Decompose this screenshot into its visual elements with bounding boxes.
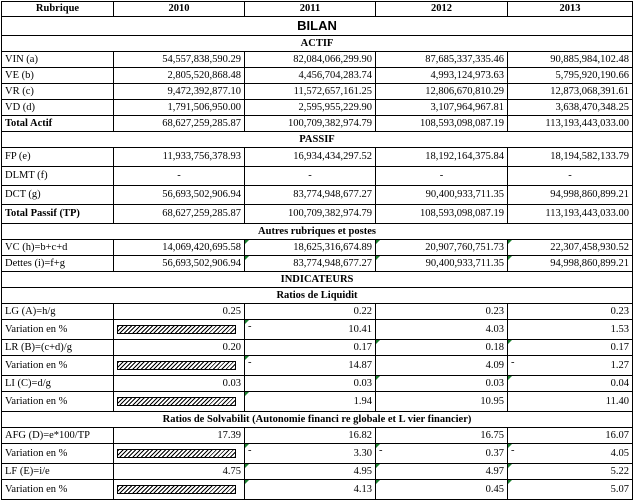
value-text: - (568, 170, 572, 181)
error-indicator-icon (376, 444, 380, 448)
value-text: 22,307,458,930.52 (550, 241, 629, 253)
row-label[interactable]: LI (C)=d/g (2, 376, 114, 392)
hatch-pattern (117, 397, 236, 406)
table-row (2, 256, 633, 272)
value-cell[interactable] (508, 116, 633, 132)
value-text: 94,998,860,899.21 (550, 257, 629, 269)
value-cell[interactable] (508, 256, 633, 272)
value-cell[interactable] (245, 100, 376, 116)
value-cell[interactable] (245, 392, 376, 412)
table-row (2, 148, 633, 167)
value-text: 5.07 (610, 483, 629, 495)
value-cell[interactable] (508, 320, 633, 340)
value-text: 5,795,920,190.66 (555, 69, 629, 81)
error-indicator-icon (376, 240, 380, 244)
value-text: 11.40 (605, 395, 629, 407)
value-text: 3,638,470,348.25 (555, 101, 629, 113)
value-text: 16.82 (348, 429, 372, 441)
value-cell[interactable] (114, 256, 245, 272)
value-cell[interactable] (508, 68, 633, 84)
value-text: 16,934,434,297.52 (293, 151, 372, 162)
row-label[interactable]: Total Passif (TP) (2, 205, 114, 224)
value-text: 14.87 (348, 359, 372, 371)
row-label[interactable]: VD (d) (2, 100, 114, 116)
table-row (2, 444, 633, 464)
error-indicator-icon (376, 340, 380, 344)
value-text: 68,627,259,285.87 (162, 117, 241, 129)
value-text: 4.97 (485, 465, 504, 477)
table-row (2, 272, 633, 288)
value-cell[interactable] (114, 167, 245, 186)
value-cell[interactable] (245, 376, 376, 392)
value-text: 16.07 (605, 429, 629, 441)
section-header-actif[interactable]: ACTIF (2, 36, 633, 52)
value-cell[interactable] (245, 428, 376, 444)
value-text: 2,805,520,868.48 (167, 69, 241, 81)
value-cell[interactable] (508, 464, 633, 480)
value-cell[interactable] (508, 167, 633, 186)
value-text: 0.03 (353, 377, 372, 389)
value-cell[interactable] (508, 428, 633, 444)
sheet-title[interactable]: BILAN (2, 17, 633, 36)
value-cell[interactable] (508, 480, 633, 500)
value-cell[interactable] (245, 186, 376, 205)
error-indicator-icon (508, 376, 512, 380)
negative-sign: - (511, 445, 515, 456)
table-row (2, 464, 633, 480)
error-indicator-icon (245, 464, 249, 468)
value-text: 0.22 (353, 305, 372, 317)
value-cell[interactable] (376, 444, 508, 464)
table-row (2, 320, 633, 340)
table-row (2, 288, 633, 304)
table-row (2, 36, 633, 52)
value-cell[interactable] (114, 68, 245, 84)
section-header-indicateurs[interactable]: INDICATEURS (2, 272, 633, 288)
table-row (2, 116, 633, 132)
value-cell[interactable] (245, 148, 376, 167)
value-text: 113,193,443,033.00 (545, 208, 629, 219)
value-cell[interactable] (245, 340, 376, 356)
value-cell[interactable] (376, 480, 508, 500)
value-text: 0.17 (610, 341, 629, 353)
value-cell[interactable] (114, 84, 245, 100)
value-cell[interactable] (114, 464, 245, 480)
value-text: 108,593,098,087.19 (420, 117, 504, 129)
error-indicator-icon (508, 480, 512, 484)
value-text: 90,400,933,711.35 (425, 257, 504, 269)
header-year[interactable]: 2010 (114, 2, 245, 17)
row-label[interactable]: Variation en % (2, 392, 114, 412)
value-cell[interactable] (114, 116, 245, 132)
value-cell[interactable] (114, 340, 245, 356)
value-cell[interactable] (114, 428, 245, 444)
value-text: 4.95 (353, 465, 372, 477)
value-cell[interactable] (376, 52, 508, 68)
error-indicator-icon (245, 320, 249, 324)
value-text: 11,933,756,378.93 (162, 151, 241, 162)
value-text: 0.23 (485, 305, 504, 317)
value-cell[interactable] (245, 68, 376, 84)
value-text: 12,806,670,810.29 (425, 85, 504, 97)
negative-sign: - (248, 445, 252, 456)
value-cell[interactable] (376, 68, 508, 84)
value-text: 11,572,657,161.25 (293, 85, 372, 97)
table-row (2, 167, 633, 186)
value-text: 82,084,066,299.90 (293, 53, 372, 65)
table-row (2, 304, 633, 320)
value-text: 5.22 (610, 465, 629, 477)
bilan-table (1, 1, 633, 500)
value-text: 18,194,582,133.79 (550, 151, 629, 162)
error-indicator-icon (376, 376, 380, 380)
value-cell[interactable] (376, 320, 508, 340)
table-row (2, 84, 633, 100)
value-text: 0.04 (610, 377, 629, 389)
negative-sign: - (379, 445, 383, 456)
value-cell[interactable] (376, 205, 508, 224)
error-indicator-icon (508, 240, 512, 244)
value-text: 0.25 (222, 305, 241, 317)
table-row (2, 428, 633, 444)
error-indicator-icon (508, 444, 512, 448)
value-text: 90,885,984,102.48 (550, 53, 629, 65)
row-label[interactable]: LG (A)=h/g (2, 304, 114, 320)
hatched-cell[interactable] (114, 392, 245, 412)
value-cell[interactable] (245, 205, 376, 224)
value-text: 0.45 (485, 483, 504, 495)
value-text: 0.37 (485, 447, 504, 459)
value-cell[interactable] (376, 304, 508, 320)
hatch-pattern (117, 485, 236, 494)
error-indicator-icon (376, 480, 380, 484)
value-cell[interactable] (508, 84, 633, 100)
value-text: 87,685,337,335.46 (425, 53, 504, 65)
value-cell[interactable] (508, 356, 633, 376)
value-text: 0.17 (353, 341, 372, 353)
value-cell[interactable] (245, 480, 376, 500)
table-row (2, 17, 633, 36)
value-cell[interactable] (508, 205, 633, 224)
value-cell[interactable] (245, 52, 376, 68)
row-label[interactable]: VR (c) (2, 84, 114, 100)
value-text: 18,192,164,375.84 (425, 151, 504, 162)
row-label[interactable]: VE (b) (2, 68, 114, 84)
value-text: 4.75 (222, 465, 241, 477)
error-indicator-icon (245, 444, 249, 448)
table-row (2, 100, 633, 116)
value-text: 17.39 (217, 429, 241, 441)
value-text: 113,193,443,033.00 (545, 117, 629, 129)
value-cell[interactable] (508, 100, 633, 116)
value-cell[interactable] (376, 84, 508, 100)
value-text: 100,709,382,974.79 (288, 208, 372, 219)
value-text: 4.13 (353, 483, 372, 495)
value-cell[interactable] (508, 304, 633, 320)
value-cell[interactable] (114, 205, 245, 224)
table-row (2, 2, 633, 17)
value-text: 90,400,933,711.35 (425, 189, 504, 200)
value-cell[interactable] (376, 186, 508, 205)
table-row (2, 412, 633, 428)
value-cell[interactable] (376, 356, 508, 376)
value-text: 4.09 (485, 359, 504, 371)
error-indicator-icon (376, 256, 380, 260)
value-cell[interactable] (245, 356, 376, 376)
hatched-cell[interactable] (114, 444, 245, 464)
value-cell[interactable] (508, 52, 633, 68)
row-label[interactable]: DCT (g) (2, 186, 114, 205)
error-indicator-icon (245, 256, 249, 260)
error-indicator-icon (245, 480, 249, 484)
section-header-autres[interactable]: Autres rubriques et postes (2, 224, 633, 240)
value-text: - (177, 170, 181, 181)
value-text: 12,873,068,391.61 (550, 85, 629, 97)
value-text: 1.94 (353, 395, 372, 407)
hatched-cell[interactable] (114, 320, 245, 340)
value-cell[interactable] (376, 392, 508, 412)
value-cell[interactable] (376, 340, 508, 356)
value-cell[interactable] (376, 376, 508, 392)
value-cell[interactable] (376, 167, 508, 186)
value-text: 20,907,760,751.73 (425, 241, 504, 253)
value-text: 4.03 (485, 323, 504, 335)
value-cell[interactable] (245, 320, 376, 340)
value-cell[interactable] (114, 100, 245, 116)
negative-sign: - (248, 321, 252, 332)
value-cell[interactable] (114, 304, 245, 320)
value-cell[interactable] (245, 304, 376, 320)
hatched-cell[interactable] (114, 480, 245, 500)
error-indicator-icon (245, 240, 249, 244)
table-row (2, 186, 633, 205)
table-row (2, 340, 633, 356)
row-label[interactable]: DLMT (f) (2, 167, 114, 186)
value-cell[interactable] (114, 240, 245, 256)
value-text: 1.53 (610, 323, 629, 335)
value-text: 3.30 (353, 447, 372, 459)
negative-sign: - (511, 357, 515, 368)
table-row (2, 224, 633, 240)
table-row (2, 132, 633, 148)
hatch-pattern (117, 325, 236, 334)
error-indicator-icon (245, 392, 249, 396)
negative-sign: - (248, 357, 252, 368)
value-cell[interactable] (376, 256, 508, 272)
table-row (2, 240, 633, 256)
header-rubrique[interactable]: Rubrique (2, 2, 114, 17)
hatch-pattern (117, 361, 236, 370)
value-cell[interactable] (508, 392, 633, 412)
value-cell[interactable] (114, 148, 245, 167)
value-cell[interactable] (245, 116, 376, 132)
value-cell[interactable] (376, 116, 508, 132)
row-label[interactable]: Variation en % (2, 480, 114, 500)
value-text: 4,993,124,973.63 (430, 69, 504, 81)
value-cell[interactable] (508, 444, 633, 464)
error-indicator-icon (508, 340, 512, 344)
value-cell[interactable] (508, 376, 633, 392)
value-cell[interactable] (376, 240, 508, 256)
section-header-passif[interactable]: PASSIF (2, 132, 633, 148)
value-text: 54,557,838,590.29 (162, 53, 241, 65)
value-text: 83,774,948,677.27 (293, 189, 372, 200)
value-text: 9,472,392,877.10 (167, 85, 241, 97)
error-indicator-icon (376, 464, 380, 468)
value-cell[interactable] (376, 100, 508, 116)
table-row (2, 68, 633, 84)
table-row (2, 376, 633, 392)
value-cell[interactable] (508, 148, 633, 167)
table-row (2, 480, 633, 500)
row-label[interactable]: Variation en % (2, 356, 114, 376)
row-label[interactable]: Variation en % (2, 444, 114, 464)
header-year[interactable]: 2011 (245, 2, 376, 17)
value-text: - (439, 170, 444, 181)
error-indicator-icon (508, 256, 512, 260)
value-cell[interactable] (376, 428, 508, 444)
header-year[interactable]: 2012 (376, 2, 508, 17)
value-cell[interactable] (245, 444, 376, 464)
value-cell[interactable] (245, 240, 376, 256)
value-cell[interactable] (245, 464, 376, 480)
row-label[interactable]: Total Actif (2, 116, 114, 132)
value-text: 3,107,964,967.81 (430, 101, 504, 113)
value-text: 4.05 (610, 447, 629, 459)
value-cell[interactable] (508, 340, 633, 356)
row-label[interactable]: AFG (D)=e*100/TP (2, 428, 114, 444)
row-label[interactable]: LF (E)=i/e (2, 464, 114, 480)
value-text: 0.03 (222, 377, 241, 389)
value-cell[interactable] (245, 256, 376, 272)
value-text: 14,069,420,695.58 (162, 241, 241, 253)
value-text: 1,791,506,950.00 (167, 101, 241, 113)
row-label[interactable]: FP (e) (2, 148, 114, 167)
value-text: 83,774,948,677.27 (293, 257, 372, 269)
value-cell[interactable] (508, 186, 633, 205)
value-text: - (308, 170, 312, 181)
value-text: 0.18 (485, 341, 504, 353)
value-cell[interactable] (114, 376, 245, 392)
value-text: 68,627,259,285.87 (162, 208, 241, 219)
value-text: 100,709,382,974.79 (288, 117, 372, 129)
value-text: 108,593,098,087.19 (420, 208, 504, 219)
table-row (2, 205, 633, 224)
hatch-pattern (117, 449, 236, 458)
table-row (2, 356, 633, 376)
value-text: 2,595,955,229.90 (298, 101, 372, 113)
table-row (2, 52, 633, 68)
row-label[interactable]: LR (B)=(c+d)/g (2, 340, 114, 356)
value-text: 18,625,316,674.89 (293, 241, 372, 253)
section-header-liquidite[interactable]: Ratios de Liquidit (2, 288, 633, 304)
value-cell[interactable] (245, 84, 376, 100)
row-label[interactable]: VIN (a) (2, 52, 114, 68)
row-label[interactable]: Dettes (i)=f+g (2, 256, 114, 272)
value-cell[interactable] (114, 186, 245, 205)
value-cell[interactable] (508, 240, 633, 256)
section-header-solvabilite[interactable]: Ratios de Solvabilit (Autonomie financi re globale et L vier financier) (2, 412, 633, 428)
value-text: 1.27 (610, 359, 629, 371)
value-text: 16.75 (480, 429, 504, 441)
table-row (2, 392, 633, 412)
value-text: 56,693,502,906.94 (162, 257, 241, 269)
value-text: 4,456,704,283.74 (298, 69, 372, 81)
value-text: 0.03 (485, 377, 504, 389)
value-cell[interactable] (376, 464, 508, 480)
value-cell[interactable] (114, 52, 245, 68)
error-indicator-icon (508, 464, 512, 468)
value-text: 10.95 (480, 395, 504, 407)
value-text: 56,693,502,906.94 (162, 189, 241, 200)
hatched-cell[interactable] (114, 356, 245, 376)
row-label[interactable]: Variation en % (2, 320, 114, 340)
value-cell[interactable] (245, 167, 376, 186)
value-text: 10.41 (348, 323, 372, 335)
value-text: 0.23 (610, 305, 629, 317)
error-indicator-icon (245, 356, 249, 360)
row-label[interactable]: VC (h)=b+c+d (2, 240, 114, 256)
value-text: 94,998,860,899.21 (550, 189, 629, 200)
header-year[interactable]: 2013 (508, 2, 633, 17)
value-text: 0.20 (222, 341, 241, 353)
value-cell[interactable] (376, 148, 508, 167)
